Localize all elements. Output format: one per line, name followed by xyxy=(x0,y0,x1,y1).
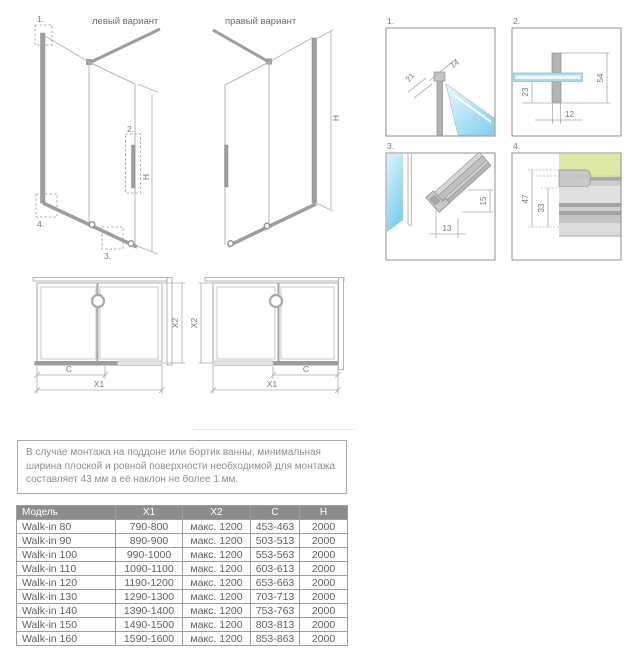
right-variant-title: правый вариант xyxy=(225,16,297,27)
table-header-x1: X1 xyxy=(116,506,183,520)
wall-profile-section xyxy=(437,80,443,135)
size-table xyxy=(16,505,348,646)
table-cell: 1190-1200 xyxy=(116,576,183,590)
table-cell: 890-900 xyxy=(116,534,183,548)
detail-2 xyxy=(512,16,621,136)
table-cell: Walk-in 160 xyxy=(17,632,116,646)
ceiling-brace xyxy=(89,29,160,63)
rail-light xyxy=(118,361,163,366)
roller xyxy=(128,241,134,247)
detail-1-dim-14: 14 xyxy=(448,57,461,71)
profile-stripe xyxy=(559,207,621,211)
detail-3 xyxy=(386,141,495,260)
table-cell: 1390-1400 xyxy=(116,604,183,618)
detail-1 xyxy=(386,16,495,136)
profile-stripe xyxy=(559,215,621,223)
table-cell: 2000 xyxy=(300,590,348,604)
table-cell: 2000 xyxy=(300,520,348,534)
table-cell: 503-513 xyxy=(251,534,300,548)
table-cell: 1490-1500 xyxy=(116,618,183,632)
table-cell: макс. 1200 xyxy=(183,534,251,548)
detail-2-dim-23: 23 xyxy=(521,87,530,97)
table-cell: Walk-in 100 xyxy=(17,548,116,562)
profile-stripe xyxy=(590,181,621,187)
plan-right-x1-label: X1 xyxy=(266,379,278,389)
profile-stripe xyxy=(559,211,621,215)
roller xyxy=(228,241,234,247)
table-cell: Walk-in 80 xyxy=(17,520,116,534)
table-cell: 2000 xyxy=(300,548,348,562)
knob xyxy=(270,295,282,307)
table-row xyxy=(17,604,348,618)
detail-1-number: 1. xyxy=(387,16,395,26)
detail-2-dim-54: 54 xyxy=(596,73,605,83)
size-table-body xyxy=(17,520,348,646)
glass-highlight xyxy=(516,76,581,80)
table-cell: 2000 xyxy=(300,604,348,618)
door-handle xyxy=(132,145,136,188)
left-variant-title: левый вариант xyxy=(92,16,159,27)
bottom-rail xyxy=(228,204,316,246)
wall-profile xyxy=(312,38,317,203)
detail-3-dim-15: 15 xyxy=(479,196,488,206)
table-cell: 2000 xyxy=(300,576,348,590)
table-cell: 653-663 xyxy=(251,576,300,590)
detail-3-number: 3. xyxy=(387,141,395,151)
left-variant-drawing xyxy=(35,14,160,261)
detail-4 xyxy=(512,141,621,260)
table-cell: 603-613 xyxy=(251,562,300,576)
table-cell: Walk-in 150 xyxy=(17,618,116,632)
table-cell: 753-763 xyxy=(251,604,300,618)
table-cell: 790-800 xyxy=(116,520,183,534)
glass-panel xyxy=(387,154,403,232)
table-cell: 853-863 xyxy=(251,632,300,646)
right-variant-drawing xyxy=(213,16,341,246)
table-cell: 553-563 xyxy=(251,548,300,562)
height-dimension-label: H xyxy=(331,114,341,122)
rail-light xyxy=(213,361,273,366)
detail-4-dim-33: 33 xyxy=(537,203,546,213)
table-cell: Walk-in 130 xyxy=(17,590,116,604)
table-row xyxy=(17,590,348,604)
table-cell: 703-713 xyxy=(251,590,300,604)
plan-right-c-label: C xyxy=(302,364,310,374)
profile-stripe xyxy=(559,187,621,203)
plan-right-x2-label: X2 xyxy=(189,317,199,329)
detail-4-dim-47: 47 xyxy=(521,194,530,204)
plan-view-left xyxy=(33,278,185,395)
x2-dimension-line xyxy=(198,283,213,363)
table-cell: макс. 1200 xyxy=(183,618,251,632)
table-cell: макс. 1200 xyxy=(183,548,251,562)
glass-panel-edges xyxy=(45,36,135,245)
table-cell: макс. 1200 xyxy=(183,590,251,604)
table-cell: 453-463 xyxy=(251,520,300,534)
table-cell: макс. 1200 xyxy=(183,520,251,534)
table-header-h: H xyxy=(300,506,348,520)
wall-profile xyxy=(41,33,46,203)
table-cell: 803-813 xyxy=(251,618,300,632)
separator-line xyxy=(192,429,355,430)
table-cell: 2000 xyxy=(300,562,348,576)
table-cell: 1090-1100 xyxy=(116,562,183,576)
rail-dark xyxy=(35,361,118,366)
table-cell: 1590-1600 xyxy=(116,632,183,646)
roller xyxy=(89,222,95,228)
table-cell: макс. 1200 xyxy=(183,632,251,646)
table-header-model: Модель xyxy=(17,506,116,520)
table-row xyxy=(17,618,348,632)
table-cell: Walk-in 90 xyxy=(17,534,116,548)
side-wall xyxy=(339,278,344,370)
table-cell: Walk-in 120 xyxy=(17,576,116,590)
detail-marker-label-3: 3. xyxy=(104,251,112,261)
knob xyxy=(92,295,104,307)
table-header-row xyxy=(17,506,348,520)
profile-stripe xyxy=(559,223,621,236)
table-cell: 2000 xyxy=(300,534,348,548)
table-cell: макс. 1200 xyxy=(183,562,251,576)
detail-1-dim-21: 21 xyxy=(403,71,417,84)
table-cell: 2000 xyxy=(300,632,348,646)
profile-stripe xyxy=(590,177,621,181)
detail-3-dim-13: 13 xyxy=(442,224,452,233)
table-row xyxy=(17,548,348,562)
detail-marker-label-4: 4. xyxy=(37,219,45,229)
plan-view-right xyxy=(189,278,344,395)
installation-note xyxy=(17,440,347,494)
height-dimension-label: H xyxy=(141,173,151,181)
table-header-x2: X2 xyxy=(183,506,251,520)
back-wall xyxy=(33,278,172,282)
table-row xyxy=(17,534,348,548)
table-row xyxy=(17,562,348,576)
profile-cap xyxy=(434,72,445,81)
detail-2-number: 2. xyxy=(513,16,521,26)
door-handle xyxy=(225,145,229,187)
installation-note-text: В случае монтажа на поддоне или бортик ванны, минимальная ширина плоской и ровной поверхности необходимой для монтажа составляет 43 мм а её наклон не более 1 мм. xyxy=(26,447,336,485)
profile-stripe xyxy=(559,203,621,207)
table-cell: 1290-1300 xyxy=(116,590,183,604)
table-row xyxy=(17,632,348,646)
roller xyxy=(264,223,270,229)
plan-left-x2-label: X2 xyxy=(170,317,180,329)
table-cell: 990-1000 xyxy=(116,548,183,562)
detail-marker-label-2: 2. xyxy=(127,124,135,134)
table-cell: Walk-in 140 xyxy=(17,604,116,618)
back-wall xyxy=(205,278,344,282)
table-cell: Walk-in 110 xyxy=(17,562,116,576)
table-row xyxy=(17,576,348,590)
detail-2-dim-12: 12 xyxy=(565,110,574,119)
plan-left-c-label: C xyxy=(65,364,73,374)
detail-marker-label-1: 1. xyxy=(37,14,45,24)
detail-4-number: 4. xyxy=(513,141,521,151)
table-row xyxy=(17,520,348,534)
ceiling-brace xyxy=(213,30,269,62)
door-tongue-profile xyxy=(559,170,590,187)
plan-left-x1-label: X1 xyxy=(93,379,105,389)
table-cell: макс. 1200 xyxy=(183,576,251,590)
table-header-c: C xyxy=(251,506,300,520)
table-cell: макс. 1200 xyxy=(183,604,251,618)
table-cell: 2000 xyxy=(300,618,348,632)
